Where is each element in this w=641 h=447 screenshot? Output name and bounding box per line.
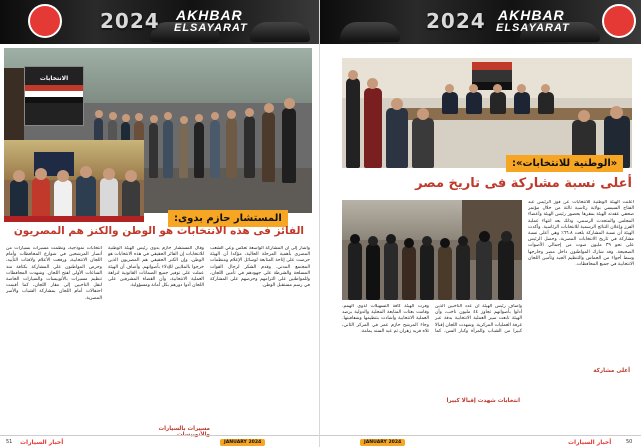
banner-brand-sub: ELSAYARAT <box>496 22 570 34</box>
red-emblem <box>602 4 636 38</box>
right-section-tag: «الوطنية للانتخابات»: <box>506 155 623 172</box>
left-col-a: انتخابات نموذجية، ونظمت مسيرات بسيارات من أنصار المرشحين في شوارع المحافظات وأمام اللجان الانتخابية، ورفعت الأعلام ولافتات التأييد، وحرص المواطنون على المشاركة بكثافة منذ الساعات الأولى لفتح اللجان. وشهدت المحافظات تنظيم مسيرات بالأتوبيسات والسيارات الخاصة لنقل الناخبين إلى مقار اللجان، كما أقيمت احتفالات أمام اللجان بمشاركة الشباب والأسر المصرية. <box>6 246 102 301</box>
red-emblem <box>28 4 62 38</box>
left-col-c: وأشار إلى أن المشاركة الواسعة تعكس وعي الشعب المصري بأهمية المرحلة الحالية، مؤكدا أن الهيئة حرصت على إتاحة المتابعة لوسائل الإعلام ومنظمات المجتمع المدني. وقدم الشكر لرجال القوات المسلحة والشرطة على جهودهم في تأمين اللجان، وللمواطنين على التزامهم وحرصهم على المشاركة في رسم مستقبل الوطن. <box>210 246 310 289</box>
press-conference-photo <box>342 58 632 168</box>
supporters-photo <box>4 140 144 222</box>
left-headline: الفائز فى هذه الانتخابات هو الوطن والكنز هم المصريون <box>13 225 304 237</box>
photo-sign-text: الانتخابات <box>39 75 69 82</box>
left-subhead: مسيرات بالسيارات والأتوبيسات <box>158 426 210 438</box>
banner-brand-sub: ELSAYARAT <box>174 22 248 34</box>
left-section-tag: المستشار حازم بدوى: <box>168 210 288 227</box>
right-headline: أعلى نسبة مشاركة فى تاريخ مصر <box>415 176 632 191</box>
left-footer <box>0 435 319 447</box>
banner-year: 2024 <box>100 9 160 33</box>
right-issue-badge: JANUARY 2024 <box>360 439 405 446</box>
left-banner <box>0 0 319 44</box>
right-col-b: وأضاف رئيس الهيئة أن عدد الناخبين الذين أدلوا بأصواتهم تجاوز ٤٤ مليون ناخب، وأن الهيئة تابعت سير العملية الانتخابية بدقة عبر غرفة العمليات المركزية. وشهدت اللجان إقبالا كبيرا من الشباب والمرأة وكبار السن، كما وفرت الهيئة كافة التسهيلات لذوي الهمم. وقامت بعثات المتابعة المحلية والدولية برصد العملية الانتخابية وأشادت بتنظيمها وشفافيتها. وجاء المرشح حازم عمر في المركز الثاني، تلاه فريد زهران ثم عبد السند يمامة. <box>342 304 522 334</box>
footer-logo: أخبار السيارات <box>20 439 64 446</box>
left-page-number: 51 <box>6 439 13 445</box>
left-page <box>0 0 320 447</box>
banner-brand: AKHBAR <box>498 7 565 23</box>
right-col-a: أعلنت الهيئة الوطنية للانتخابات عن فوز الرئيس عبد الفتاح السيسي بولاية رئاسية ثالثة من خلال مؤتمر صحفي عقدته الهيئة بمقرها بحضور رئيس الهيئة وأعضاء المجلس والمتحدث الرسمي، وذلك بعد انتهاء عملية الفرز وإعلان النتائج الرسمية للانتخابات الرئاسية. وأكدت الهيئة أن نسبة المشاركة بلغت ٦٦.٨٪ وهي أعلى نسبة مشاركة في تاريخ الانتخابات المصرية، وحصل الرئيس على نحو ٣٩ مليون صوت من إجمالي الأصوات الصحيحة. وقد شارك المواطنون داخل مصر وخارجها وسط أجواء من الحماس والتنظيم الجيد وتأمين اللجان الانتخابية في جميع المحافظات. <box>528 200 634 268</box>
left-issue-badge: JANUARY 2024 <box>220 439 265 446</box>
right-footer <box>320 435 641 447</box>
banner-year: 2024 <box>426 9 486 33</box>
right-banner <box>320 0 641 44</box>
footer-logo: أخبار السيارات <box>568 439 612 446</box>
right-page-number: 50 <box>626 439 633 445</box>
car-silhouette <box>340 22 400 42</box>
car-silhouette <box>250 22 310 42</box>
election-banner-board <box>24 66 84 126</box>
right-page <box>320 0 641 447</box>
right-subhead-1: أعلى مشاركة <box>593 368 630 374</box>
left-col-b: وقال المستشار حازم بدوي رئيس الهيئة الوطنية للانتخابات إن الفائز الحقيقي في هذه الانتخابات هو الوطن، وإن الكنز الحقيقي هم المصريون الذين خرجوا بالملايين للإدلاء بأصواتهم. وأضاف أن الهيئة عملت على توفير جميع الضمانات القانونية لنزاهة العملية الانتخابية، وأن القضاة المشرفين على اللجان أدوا دورهم بكل أمانة ومسؤولية. <box>108 246 204 289</box>
right-subhead-2: انتخابات شهدت إقبالا كبيرا <box>446 398 520 404</box>
banner-brand: AKHBAR <box>176 7 243 23</box>
voters-queue-photo <box>342 200 522 300</box>
